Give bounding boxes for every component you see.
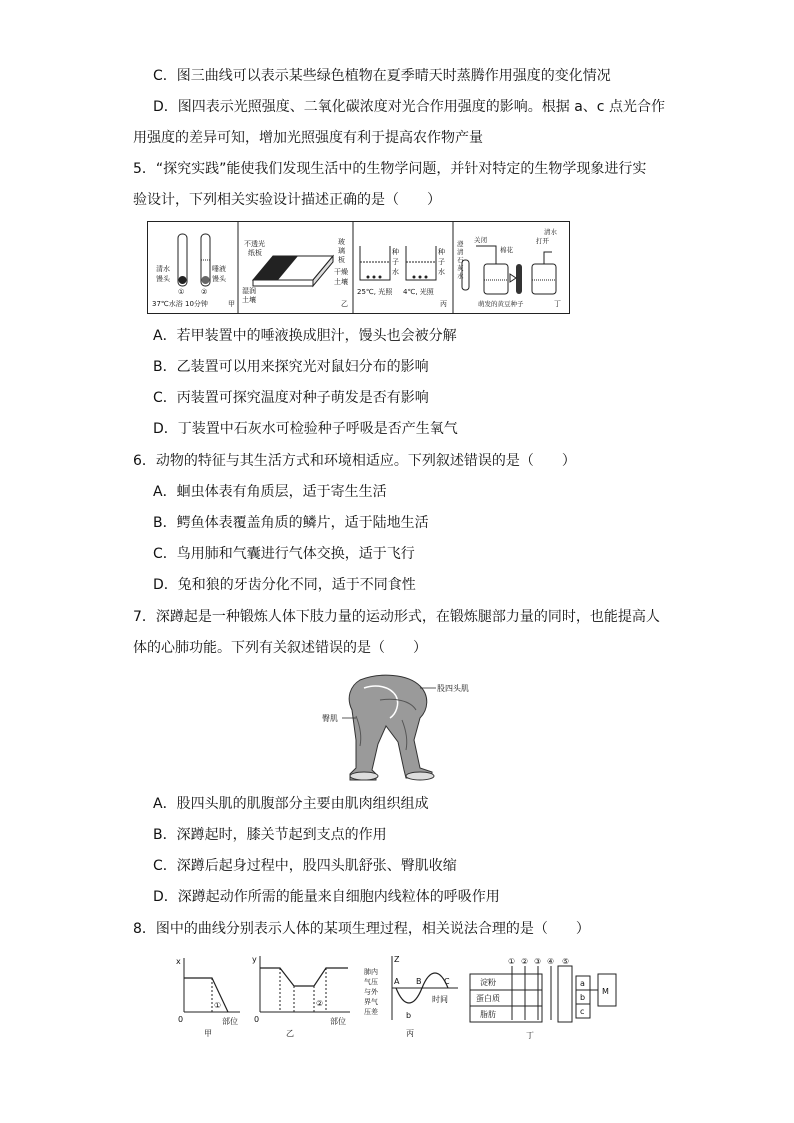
- q5-jia-tag: 甲: [228, 300, 235, 308]
- q8-ding-starch: 淀粉: [480, 978, 496, 987]
- q8-yi-marker-2: ②: [316, 999, 324, 1008]
- q5-yi-wet-soil-2: 土壤: [242, 296, 256, 304]
- q8-bing-ylabel-3: 与外: [364, 988, 378, 996]
- q5-jia-saliva-label: 唾液: [212, 265, 226, 273]
- q8-ding-m: M: [602, 987, 609, 996]
- q5-option-d: D．丁装置中石灰水可检验种子呼吸是否产生氧气: [153, 421, 458, 437]
- q7-option-c: C．深蹲后起身过程中，股四头肌舒张、臀肌收缩: [153, 858, 457, 874]
- q5-ding-open: 打开: [536, 237, 549, 245]
- q5-ding-limewater-2: 清: [457, 248, 464, 256]
- q5-bing-water-1: 水: [392, 268, 399, 276]
- q5-bing-tag: 丙: [440, 300, 447, 308]
- q5-ding-cotton: 棉花: [500, 246, 513, 254]
- q8-bing-y-axis: Z: [394, 955, 400, 964]
- q5-bing-water-2: 水: [438, 268, 445, 276]
- q5-ding-water: 清水: [544, 228, 557, 236]
- q8-bing-tag: 丙: [406, 1029, 414, 1038]
- q5-bing-seed-2a: 种: [438, 248, 445, 256]
- q5-yi-glass-2: 璃: [338, 247, 345, 255]
- q8-bing-ylabel-1: 肺内: [364, 968, 378, 976]
- q8-bing-x-axis: 时间: [432, 995, 448, 1004]
- q5-experiment-figure: [147, 221, 570, 314]
- squat-athlete-illustration: [349, 675, 434, 780]
- q5-panel-bing: [357, 246, 447, 308]
- q5-bing-seed-1b: 子: [392, 258, 399, 266]
- q5-stem-line1: 5．“探究实践”能使我们发现生活中的生物学问题，并针对特定的生物学现象进行实: [133, 161, 647, 177]
- q7-option-d: D．深蹲起动作所需的能量来自细胞内线粒体的呼吸作用: [153, 889, 500, 905]
- q5-panel-ding: [457, 227, 561, 308]
- q8-yi-origin: 0: [254, 1015, 260, 1024]
- q5-yi-tag: 乙: [341, 300, 348, 308]
- q5-ding-limewater-4: 灰: [457, 264, 464, 272]
- q8-graph-yi: [252, 955, 350, 1038]
- q7-stem-line2: 体的心肺功能。下列有关叙述错误的是（ ）: [133, 640, 427, 656]
- q8-ding-num-1: ①: [508, 957, 516, 966]
- q5-yi-glass-1: 玻: [338, 238, 345, 246]
- q7-glute-label: 臀肌: [322, 714, 338, 723]
- q6-option-d: D．兔和狼的牙齿分化不同，适于不同食性: [153, 577, 416, 593]
- q8-graph-ding: [470, 957, 616, 1040]
- q5-option-c: C．丙装置可探究温度对种子萌发是否有影响: [153, 390, 429, 406]
- q8-ding-num-5: ⑤: [562, 957, 570, 966]
- q8-ding-num-4: ④: [547, 957, 555, 966]
- q8-ding-num-2: ②: [521, 957, 529, 966]
- q5-yi-wet-soil-1: 湿润: [242, 287, 256, 295]
- q7-option-b: B．深蹲起时，膝关节起到支点的作用: [153, 827, 387, 843]
- q8-jia-marker-1: ①: [214, 1001, 222, 1010]
- q8-yi-tag: 乙: [286, 1029, 294, 1038]
- q8-curve-figures: [170, 950, 620, 1045]
- q5-panel-yi: [242, 237, 348, 308]
- q8-graph-bing: [364, 955, 458, 1038]
- q5-yi-dry-soil-1: 干燥: [334, 268, 348, 276]
- q8-bing-ylabel-2: 气压: [364, 978, 378, 986]
- q8-bing-point-b-lower: b: [406, 1011, 412, 1020]
- q5-jia-bun-label-1: 馒头: [156, 275, 170, 283]
- q7-option-a: A．股四头肌的肌腹部分主要由肌肉组织组成: [153, 796, 429, 812]
- q5-ding-tag: 丁: [554, 300, 561, 308]
- q8-bing-ylabel-5: 压差: [364, 1008, 378, 1016]
- q7-quadriceps-label: 股四头肌: [437, 684, 469, 693]
- q5-ding-seed: 萌发的黄豆种子: [478, 300, 524, 308]
- q5-jia-tube-1: ①: [178, 288, 185, 296]
- q5-bing-condition-1: 25℃, 光照: [357, 288, 393, 296]
- q8-ding-c: c: [580, 1007, 585, 1016]
- q8-bing-ylabel-4: 界气: [364, 998, 378, 1006]
- q5-yi-cardboard-1: 不透光: [244, 240, 265, 248]
- q5-yi-dry-soil-2: 土壤: [334, 278, 348, 286]
- q5-ding-limewater-5: 水: [457, 272, 464, 280]
- q5-jia-bun-label-2: 馒头: [212, 275, 226, 283]
- q4-option-c: C．图三曲线可以表示某些绿色植物在夏季晴天时蒸腾作用强度的变化情况: [153, 68, 611, 84]
- q8-graph-jia: [176, 957, 240, 1038]
- q6-option-a: A．蛔虫体表有角质层，适于寄生生活: [153, 484, 387, 500]
- q8-stem: 8．图中的曲线分别表示人体的某项生理过程，相关说法合理的是（ ）: [133, 921, 590, 937]
- q5-option-b: B．乙装置可以用来探究光对鼠妇分布的影响: [153, 359, 429, 375]
- q5-jia-water-label: 清水: [156, 265, 170, 273]
- q8-ding-tag: 丁: [526, 1031, 534, 1040]
- q8-jia-y-axis: x: [176, 957, 181, 966]
- q5-yi-glass-3: 板: [338, 256, 345, 264]
- q5-ding-limewater-1: 澄: [457, 240, 464, 248]
- q5-option-a: A．若甲装置中的唾液换成胆汁，馒头也会被分解: [153, 328, 457, 344]
- q7-squat-figure: [320, 670, 500, 782]
- q8-jia-origin: 0: [178, 1015, 184, 1024]
- q8-yi-x-axis: 部位: [330, 1017, 346, 1026]
- q5-jia-condition: 37℃水浴 10分钟: [152, 300, 208, 308]
- q8-ding-protein: 蛋白质: [476, 994, 500, 1003]
- q8-ding-num-3: ③: [534, 957, 542, 966]
- q8-jia-tag: 甲: [204, 1029, 212, 1038]
- q4-option-d-line1: D．图四表示光照强度、二氧化碳浓度对光合作用强度的影响。根据 a、c 点光合作: [153, 99, 665, 115]
- q8-bing-point-c: C: [444, 977, 450, 986]
- q5-ding-closed: 关闭: [474, 236, 487, 244]
- q6-option-b: B．鳄鱼体表覆盖角质的鳞片，适于陆地生活: [153, 515, 429, 531]
- q5-panel-jia: [152, 234, 235, 308]
- q8-ding-a: a: [580, 979, 585, 988]
- q5-bing-seed-1a: 种: [392, 248, 399, 256]
- q5-ding-limewater-3: 石: [457, 256, 464, 264]
- q8-yi-y-axis: y: [252, 955, 257, 964]
- q8-ding-fat: 脂肪: [480, 1010, 496, 1019]
- q8-bing-point-a: A: [394, 977, 400, 986]
- q8-bing-point-b: B: [416, 977, 422, 986]
- q5-bing-condition-2: 4℃, 光照: [403, 288, 434, 296]
- q8-jia-x-axis: 部位: [222, 1017, 238, 1026]
- q5-yi-cardboard-2: 纸板: [248, 249, 262, 257]
- q5-bing-seed-2b: 子: [438, 258, 445, 266]
- q4-option-d-line2: 用强度的差异可知，增加光照强度有利于提高农作物产量: [133, 130, 483, 146]
- q6-option-c: C．鸟用肺和气囊进行气体交换，适于飞行: [153, 546, 415, 562]
- q7-stem-line1: 7．深蹲起是一种锻炼人体下肢力量的运动形式，在锻炼腿部力量的同时，也能提高人: [133, 609, 660, 625]
- q8-ding-b: b: [580, 993, 586, 1002]
- q5-stem-line2: 验设计，下列相关实验设计描述正确的是（ ）: [133, 192, 441, 208]
- q5-jia-tube-2: ②: [201, 288, 208, 296]
- q6-stem: 6．动物的特征与其生活方式和环境相适应。下列叙述错误的是（ ）: [133, 453, 576, 469]
